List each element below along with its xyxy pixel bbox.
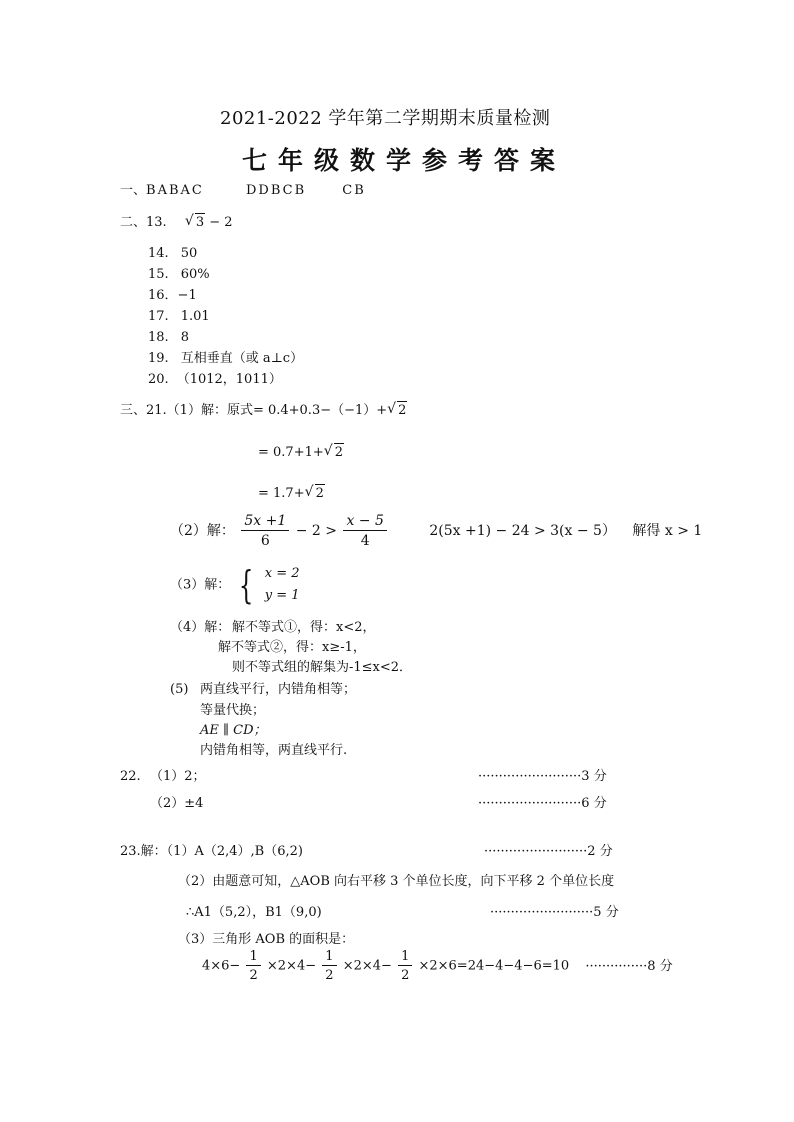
list-item: 15. 60% [148,267,210,282]
part1-group3: CB [342,183,366,198]
part2-label: 二、 [120,215,147,230]
q21-3-row: （3）解： { x = 2 y = 1 [170,563,300,607]
brace-symbol: { [239,563,254,607]
q21-1-line2: = 0.7+1+√ 2 [258,446,344,459]
q21-5-line2: 等量代换； [200,703,266,718]
fraction: $\frac{5x +1}{6}$ [241,514,289,548]
q23-part1: 23.解：（1）A（2,4）,B（6,2) [120,844,303,859]
q22-score1: ·························3 分 [478,769,607,784]
q22-label: 22. [120,769,141,784]
q22-part1: （1）2； [150,769,206,784]
q13-row [120,216,233,229]
list-item: 18. 8 [148,330,189,345]
part1-group1: BABAC [146,183,204,198]
part1-label: 一、 [120,183,147,198]
part1-group2: DDBCB [246,183,307,198]
sqrt-symbol: √ 2 [305,487,325,500]
fraction: $\frac{1}{2}$ [398,950,412,982]
q21-1-line1: 三、21.（1）解：原式= 0.4+0.3−（−1）+√ 2 [120,404,407,417]
q23-part2: （2）由题意可知，△AOB 向右平移 3 个单位长度，向下平移 2 个单位长度 [178,874,615,889]
q21-4-line1: 解不等式①，得：x<2， [232,620,376,635]
q21-2-row: （2）解： $\frac{5x +1}{6}$ − 2 > $\frac{x - 5}{4}$ 2(5x +1) − 24 > 3(x − 5） 解得 x > 1 [170,513,703,549]
fraction: $\frac{1}{2}$ [246,950,260,982]
part1-row [120,184,366,197]
fraction: $\frac{1}{2}$ [322,950,336,982]
sqrt-symbol: √ 3 [185,216,205,229]
page-title: 2021-2022 学年第二学期期末质量检测 [220,108,551,129]
q21-5-line1: 两直线平行，内错角相等； [200,682,357,697]
equation-system: x = 2 y = 1 [264,566,300,603]
page-subtitle: 七年级数学参考答案 [242,146,567,175]
q21-5-line4: 内错角相等，两直线平行. [200,743,348,758]
list-item: 14. 50 [148,246,198,261]
list-item: 20. （1012，1011） [148,372,282,387]
q21-1-line3: = 1.7+√ 2 [258,487,325,500]
q21-4-line2: 解不等式②，得：x≥-1， [218,640,366,655]
q23-score2: ·························5 分 [490,905,619,920]
sqrt-symbol: √ 2 [387,404,407,417]
q13-answer: √ 3 − 2 [185,215,233,230]
q13-number: 13. [146,215,167,230]
q22-part2: （2）±4 [150,796,204,811]
fraction: $\frac{x - 5}{4}$ [343,514,386,548]
q21-5-line3: AE ∥ CD； [200,723,267,738]
list-item: 19. 互相垂直（或 a⊥c） [148,351,304,366]
q22-score2: ·························6 分 [478,796,607,811]
q21-5-label: (5) [170,682,189,697]
q23-area-formula: 4×6− $\frac{1}{2}$ ×2×4− $\frac{1}{2}$ ×2×4− $\frac{1}{2}$ ×2×6=24−4−4−6=10 ···············8 分 [202,949,673,983]
q23-part3: （3）三角形 AOB 的面积是： [178,932,355,947]
list-item: 16．−1 [148,288,197,303]
sqrt-symbol: √ 2 [324,446,344,459]
q23-part2b: ∴A1（5,2），B1（9,0) [186,905,322,920]
q23-score1: ·························2 分 [484,844,613,859]
q21-4-label: （4）解： [170,620,231,635]
list-item: 17. 1.01 [148,309,210,324]
q21-4-line3: 则不等式组的解集为-1≤x<2． [232,660,413,675]
